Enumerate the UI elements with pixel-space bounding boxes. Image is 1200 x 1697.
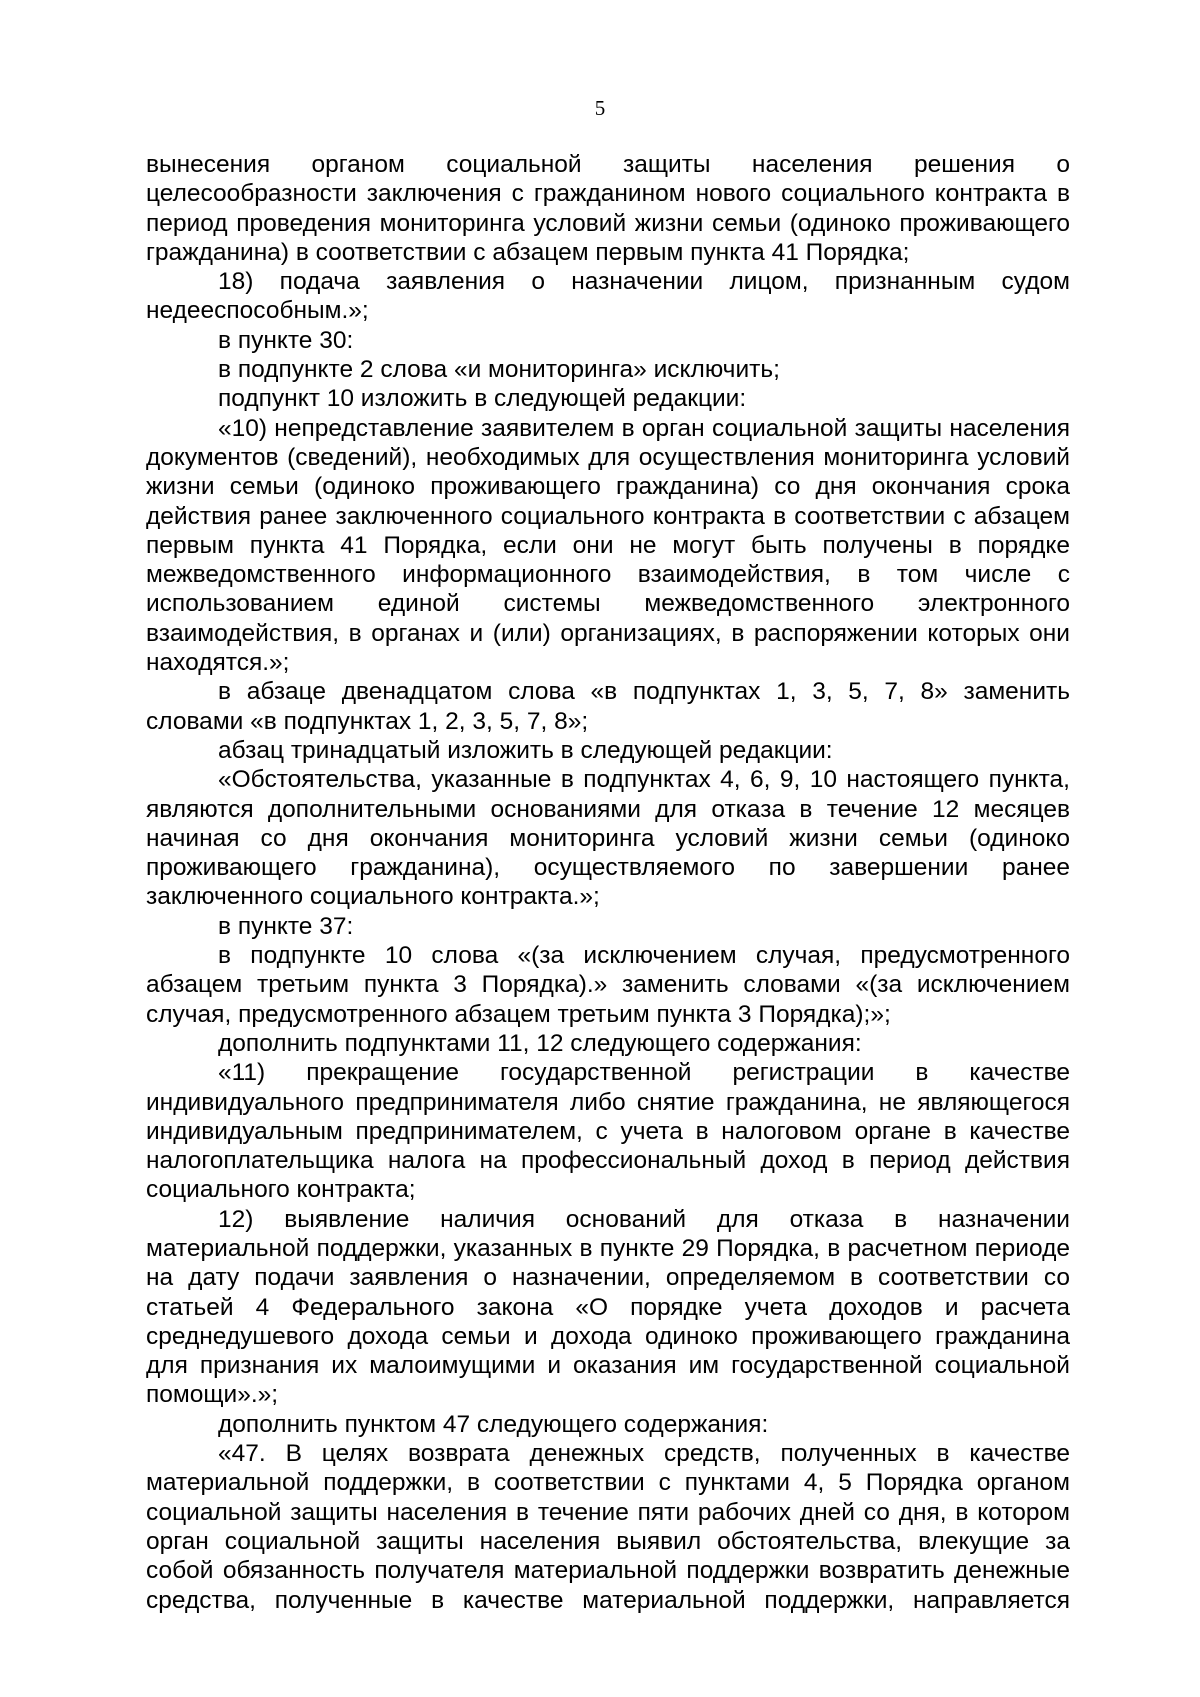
paragraph: подпункт 10 изложить в следующей редакции: xyxy=(218,385,747,413)
paragraph: «10) непредставление заявителем в орган социальной защиты населения документов (сведений), необходимых для осуществления мониторинга условий жизни семьи (одиноко проживающего гражданина) со дня окончания срока действия ранее заключенного социального контракта в соответствии с абзацем первым пункта 41 Порядка, если они не могут быть получены в порядке межведомственного информационного взаимодействия, в том числе с использованием единой системы межведомственного электронного взаимодействия, в органах и (или) организациях, в распоряжении которых они находятся.»; xyxy=(146,414,1070,677)
paragraph: дополнить пунктом 47 следующего содержания: xyxy=(218,1410,769,1438)
paragraph: в абзаце двенадцатом слова «в подпунктах 1, 3, 5, 7, 8» заменить словами «в подпунктах 1, 2, 3, 5, 7, 8»; xyxy=(146,678,1070,735)
paragraph: в пункте 37: xyxy=(218,912,354,940)
paragraph: 18) подача заявления о назначении лицом, признанным судом недееспособным.»; xyxy=(146,268,1070,325)
paragraph: в подпункте 10 слова «(за исключением случая, предусмотренного абзацем третьим пункта 3 Порядка).» заменить словами «(за исключением случая, предусмотренного абзацем третьим пункта 3 Порядка);»; xyxy=(146,942,1070,1028)
paragraph: в подпункте 2 слова «и мониторинга» исключить; xyxy=(218,356,780,384)
paragraph: «11) прекращение государственной регистрации в качестве индивидуального предпринимателя либо снятие гражданина, не являющегося индивидуальным предпринимателем, с учета в налоговом органе в качестве налогоплательщика налога на профессиональный доход в период действия социального контракта; xyxy=(146,1059,1070,1204)
paragraph: «Обстоятельства, указанные в подпунктах 4, 6, 9, 10 настоящего пункта, являются дополнительными основаниями для отказа в течение 12 месяцев начиная со дня окончания мониторинга условий жизни семьи (одиноко проживающего гражданина), осуществляемого по завершении ранее заключенного социального контракта.»; xyxy=(146,766,1070,911)
paragraph-continues: «47. В целях возврата денежных средств, полученных в качестве материальной поддержки, в соответствии с пунктами 4, 5 Порядка органом социальной защиты населения в течение пяти рабочих дней со дня, в котором орган социальной защиты населения выявил обстоятельства, влекущие за собой обязанность получателя материальной поддержки возвратить денежные средства, полученные в качестве материальной поддержки, направляется xyxy=(146,1440,1070,1614)
document-body xyxy=(146,150,1070,1615)
paragraph: в пункте 30: xyxy=(218,326,354,354)
page-number: 5 xyxy=(594,96,606,120)
paragraph: 12) выявление наличия оснований для отказа в назначении материальной поддержки, указанных в пункте 29 Порядка, в расчетном периоде на дату подачи заявления о назначении, определяемом в соответствии со статьей 4 Федерального закона «О порядке учета доходов и расчета среднедушевого дохода семьи и дохода одиноко проживающего гражданина для признания их малоимущими и оказания им государственной социальной помощи».»; xyxy=(146,1205,1070,1409)
paragraph: дополнить подпунктами 11, 12 следующего содержания: xyxy=(218,1029,862,1057)
paragraph: абзац тринадцатый изложить в следующей редакции: xyxy=(218,736,833,764)
paragraph-continuation: вынесения органом социальной защиты населения решения о целесообразности заключения с гражданином нового социального контракта в период проведения мониторинга условий жизни семьи (одиноко проживающего гражданина) в соответствии с абзацем первым пункта 41 Порядка; xyxy=(146,151,1070,266)
